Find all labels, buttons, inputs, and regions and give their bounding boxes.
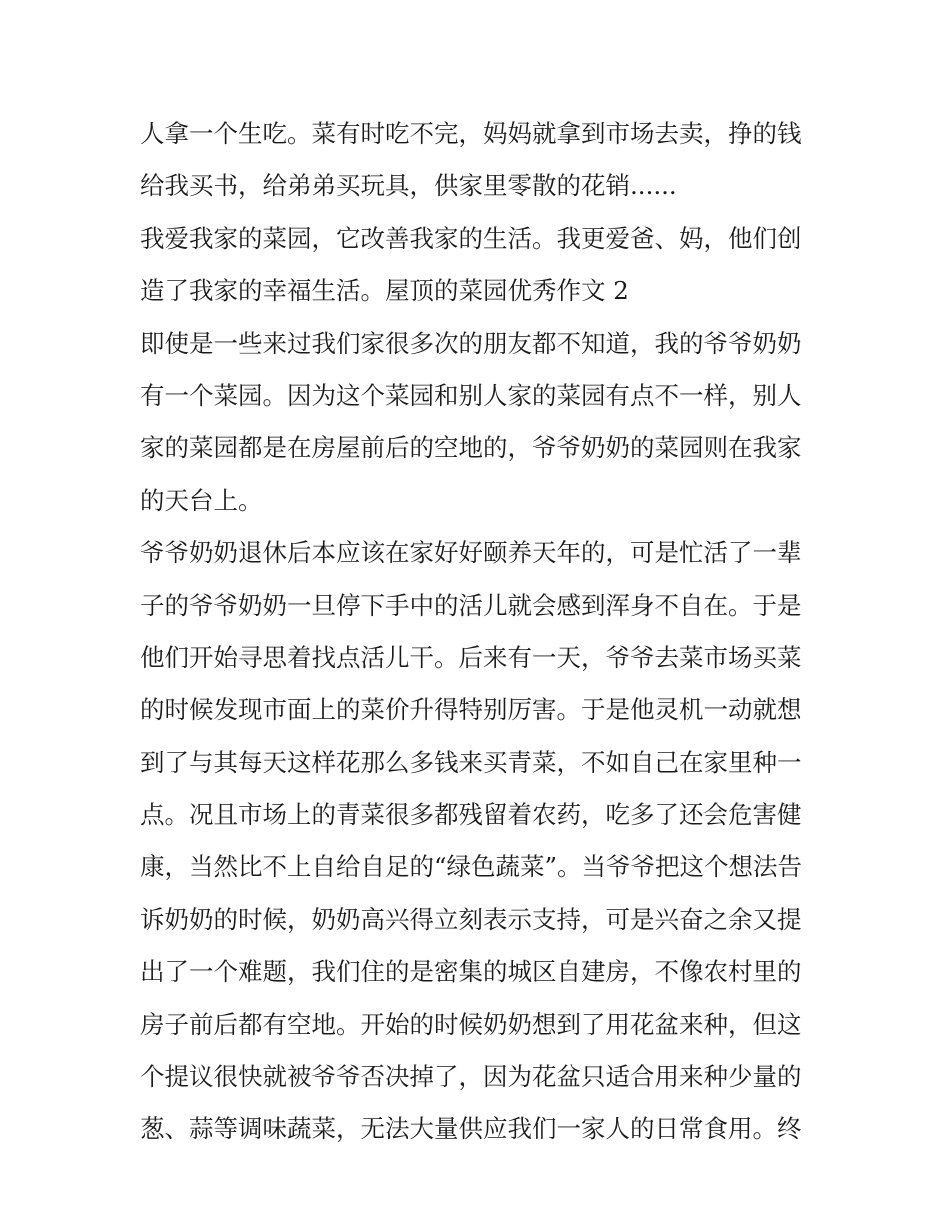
text-line-8: 的天台上。 — [140, 485, 263, 515]
text-line-5: 即使是一些来过我们家很多次的朋友都不知道，我的爷爷奶奶 — [140, 328, 802, 358]
text-line-19: 个提议很快就被爷爷否决掉了，因为花盆只适合用来种少量的 — [140, 1062, 802, 1092]
text-line-7: 家的菜园都是在房屋前后的空地的，爷爷奶奶的菜园则在我家 — [140, 433, 802, 463]
text-line-14: 点。况且市场上的青菜很多都残留着农药，吃多了还会危害健 — [140, 800, 802, 830]
text-line-13: 到了与其每天这样花那么多钱来买青菜，不如自己在家里种一 — [140, 747, 802, 777]
text-line-6: 有一个菜园。因为这个菜园和别人家的菜园有点不一样，别人 — [140, 380, 802, 410]
text-line-12: 的时候发现市面上的菜价升得特别厉害。于是他灵机一动就想 — [140, 695, 802, 725]
essay-text — [140, 108, 820, 1156]
text-line-16: 诉奶奶的时候，奶奶高兴得立刻表示支持，可是兴奋之余又提 — [140, 904, 802, 934]
text-line-1: 人拿一个生吃。菜有时吃不完，妈妈就拿到市场去卖，挣的钱 — [140, 119, 802, 148]
text-line-20: 葱、蒜等调味蔬菜，无法大量供应我们一家人的日常食用。终 — [140, 1114, 802, 1144]
text-line-9: 爷爷奶奶退休后本应该在家好好颐养天年的，可是忙活了一辈 — [140, 538, 802, 568]
text-line-15: 康，当然比不上自给自足的“绿色蔬菜”。当爷爷把这个想法告 — [140, 852, 803, 882]
text-line-2: 给我买书，给弟弟买玩具，供家里零散的花销...... — [140, 171, 677, 201]
text-line-4: 造了我家的幸福生活。屋顶的菜园优秀作文 2 — [140, 276, 629, 306]
text-line-11: 他们开始寻思着找点活儿干。后来有一天，爷爷去菜市场买菜 — [140, 642, 802, 672]
text-line-17: 出了一个难题，我们住的是密集的城区自建房，不像农村里的 — [140, 957, 802, 987]
text-line-10: 子的爷爷奶奶一旦停下手中的活儿就会感到浑身不自在。于是 — [140, 590, 802, 620]
text-line-3: 我爱我家的菜园，它改善我家的生活。我更爱爸、妈，他们创 — [140, 223, 802, 253]
text-line-18: 房子前后都有空地。开始的时候奶奶想到了用花盆来种，但这 — [140, 1009, 802, 1039]
